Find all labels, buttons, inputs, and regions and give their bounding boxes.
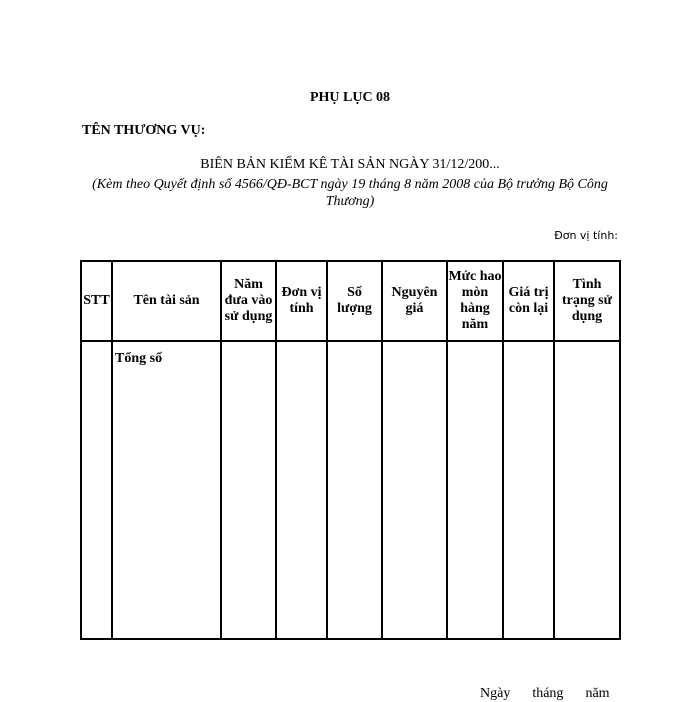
cell-original-cost (382, 341, 447, 639)
header-asset-name: Tên tài sản (112, 261, 221, 341)
agency-label: TÊN THƯƠNG VỤ: (82, 123, 206, 138)
appendix-title: PHỤ LỤC 08 (309, 90, 391, 105)
cell-unit (276, 341, 327, 639)
cell-quantity (327, 341, 382, 639)
table-header-row (81, 261, 620, 341)
header-remaining-value: Giá trị còn lại (503, 261, 554, 341)
header-quantity: Số lượng (327, 261, 382, 341)
cell-stt (81, 341, 112, 639)
table-row (81, 341, 620, 639)
cell-depreciation (447, 341, 503, 639)
header-original-cost: Nguyên giá (382, 261, 447, 341)
date-year: năm (585, 686, 610, 701)
document-subtitle: (Kèm theo Quyết định số 4566/QĐ-BCT ngày 19 tháng 8 năm 2008 của Bộ trưởng Bộ Công Thương) (92, 177, 608, 209)
cell-status (554, 341, 620, 639)
header-unit: Đơn vị tính (276, 261, 327, 341)
date-month: tháng (532, 686, 564, 701)
header-annual-depreciation: Mức hao mòn hàng năm (447, 261, 503, 341)
cell-remaining-value (503, 341, 554, 639)
asset-inventory-table (80, 260, 621, 640)
document-title: BIÊN BẢN KIỂM KÊ TÀI SẢN NGÀY 31/12/200... (200, 157, 500, 172)
header-year-in-use: Năm đưa vào sử dụng (221, 261, 276, 341)
cell-year (221, 341, 276, 639)
header-stt: STT (81, 261, 112, 341)
unit-label: Đơn vị tính: (554, 229, 618, 242)
header-usage-status: Tình trạng sử dụng (554, 261, 620, 341)
total-label: Tổng số (112, 341, 221, 639)
date-day: Ngày (480, 686, 511, 701)
